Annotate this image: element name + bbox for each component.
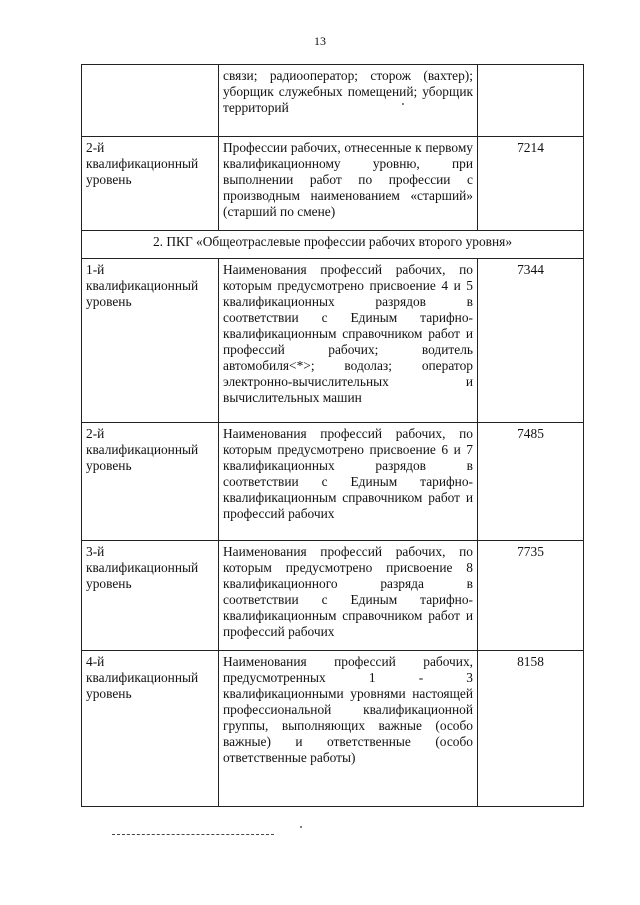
scan-speck [300, 826, 302, 828]
rate-cell: 7735 [478, 541, 584, 651]
description-cell: Наименования профессий рабочих, по которым предусмотрено присвоение 4 и 5 квалификационных разрядов в соответствии с Единым тарифно-квалификационным справочником работ и профессий рабочих; водитель автомобиля<*>; водолаз; оператор электронно-вычислительных и вычислительных машин [219, 259, 478, 423]
table-row [82, 541, 584, 651]
rate-cell: 7344 [478, 259, 584, 423]
description-cell: Наименования профессий рабочих, по которым предусмотрено присвоение 8 квалификационного разряда в соответствии с Единым тарифно-квалификационным справочником работ и профессий рабочих [219, 541, 478, 651]
rate-cell: 7485 [478, 423, 584, 541]
level-cell: 4-й квалификационный уровень [82, 651, 219, 807]
page-number: 13 [314, 34, 326, 48]
description-cell: Наименования профессий рабочих, по которым предусмотрено присвоение 6 и 7 квалификационных разрядов в соответствии с Единым тарифно-квалификационным справочником работ и профессий рабочих [219, 423, 478, 541]
level-cell: 3-й квалификационный уровень [82, 541, 219, 651]
qualification-table [81, 64, 584, 807]
table-row [82, 65, 584, 137]
level-cell [82, 65, 219, 137]
scan-speck [402, 103, 404, 105]
description-cell: Профессии рабочих, отнесенные к первому квалификационному уровню, при выполнении работ по профессии с производным наименованием «старший» (старший по смене) [219, 137, 478, 231]
table-row [82, 259, 584, 423]
level-cell: 2-й квалификационный уровень [82, 137, 219, 231]
table-row [82, 423, 584, 541]
table-row [82, 137, 584, 231]
description-cell: связи; радиооператор; сторож (вахтер); уборщик служебных помещений; уборщик территорий [219, 65, 478, 137]
group-title: 2. ПКГ «Общеотраслевые профессии рабочих второго уровня» [82, 231, 584, 259]
rate-cell [478, 65, 584, 137]
group-header-row [82, 231, 584, 259]
description-cell: Наименования профессий рабочих, предусмотренных 1 - 3 квалификационными уровнями настоящей профессиональной квалификационной группы, выполняющих важные (особо важные) и ответственные (особо ответственные работы) [219, 651, 478, 807]
footnote-separator [112, 834, 274, 835]
table-row [82, 651, 584, 807]
rate-cell: 8158 [478, 651, 584, 807]
level-cell: 1-й квалификационный уровень [82, 259, 219, 423]
level-cell: 2-й квалификационный уровень [82, 423, 219, 541]
rate-cell: 7214 [478, 137, 584, 231]
